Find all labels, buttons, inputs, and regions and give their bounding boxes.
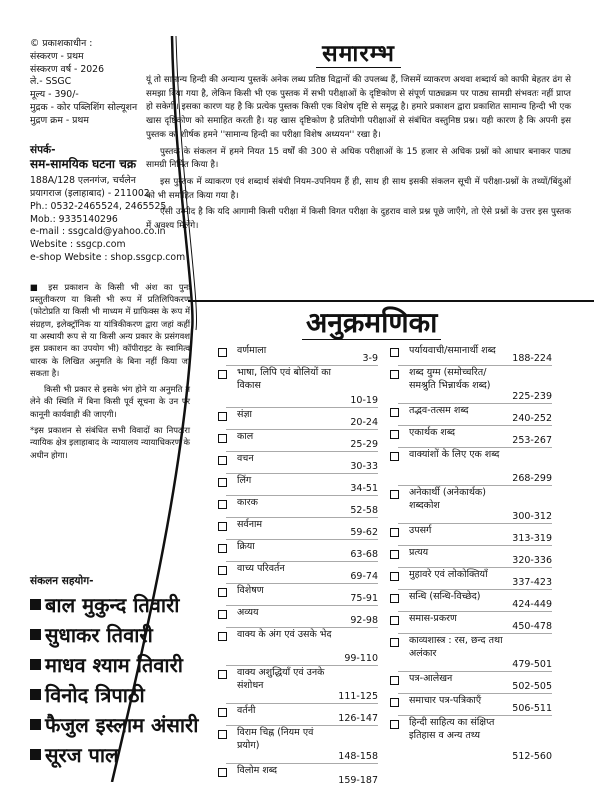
toc-entry[interactable] xyxy=(218,563,378,585)
toc-entry-label: प्रत्यय xyxy=(409,547,508,560)
toc-separator xyxy=(398,425,552,426)
toc-entry-pages: 111-125 xyxy=(334,691,378,706)
toc-entry-pages: 506-511 xyxy=(508,703,552,718)
credit-name: माधव श्याम तिवारी xyxy=(30,650,198,680)
toc-separator xyxy=(398,365,552,366)
toc-separator xyxy=(226,763,378,764)
contact-line: Mob.: 9335140296 xyxy=(30,214,190,227)
toc-entry[interactable] xyxy=(390,569,552,591)
checkbox-icon xyxy=(218,370,227,379)
toc-entry-label: सन्धि (सन्धि-विच्छेद) xyxy=(409,591,508,604)
toc-entry-pages: 313-319 xyxy=(508,533,552,548)
toc-entry-pages: 240-252 xyxy=(508,413,552,428)
toc-separator xyxy=(226,451,378,452)
foreword-paragraph: यूं तो सामान्य हिन्दी की अन्यान्य पुस्तकें अनेक लब्ध प्रतिष्ठ विद्वानों की उपलब्ध हैं, जिसमें व्याकरण अथवा शब्दार्थ को काफी बेहतर ढंग से समझा दिया गया है, लेकिन किसी भी एक पुस्तक में सभी परीक्षाओं के दृष्टिकोण से संपूर्ण पाठ्यक्रम पर पाठ्य सामग्री संभवतः नहीं प्राप्त हो सकेगी। इसका कारण यह है कि प्रत्येक पुस्तक किसी एक विशेष दृष्टि से समृद्ध है। हमारे प्रकाशन द्वारा प्रकाशित सामान्य हिन्दी भी एक खास दृष्टिकोण को समाहित करती है। यह खास दृष्टिकोण है प्रतियोगी परीक्षाओं से संबंधित वस्तुनिष्ठ प्रश्न। यही कारण है कि अपनी इस पुस्तक का शीर्षक हमने ''सामान्य हिन्दी का परीक्षा विशेष अध्ययन'' रखा है। xyxy=(146,74,571,143)
checkbox-icon xyxy=(390,720,399,729)
toc-entry[interactable] xyxy=(218,667,378,705)
checkbox-icon xyxy=(390,638,399,647)
foreword-section xyxy=(146,36,571,237)
toc-entry[interactable] xyxy=(218,367,378,409)
checkbox-icon xyxy=(390,676,399,685)
checkbox-icon xyxy=(218,610,227,619)
toc-entry-pages: 3-9 xyxy=(358,353,378,368)
checkbox-icon xyxy=(218,348,227,357)
toc-entry-pages: 69-74 xyxy=(346,571,378,586)
foreword-paragraph: पुस्तक के संकलन में हमने नियत 15 वर्षों की 300 से अधिक परीक्षाओं के 15 हजार से अधिक प्रश्नों को आधार बनाकर पाठ्य सामग्री निर्मित किया है। xyxy=(146,146,571,173)
notice-paragraph: किसी भी प्रकार से इसके भंग होने या अनुमति न लेने की स्थिति में बिना किसी पूर्व सूचना के उन पर कानूनी कार्यवाही की जाएगी। xyxy=(30,383,190,420)
contact-org: सम-सामयिक घटना चक्र xyxy=(30,158,190,171)
contact-line: Ph.: 0532-2465524, 2465525 xyxy=(30,201,190,214)
toc-entry[interactable] xyxy=(218,541,378,563)
checkbox-icon xyxy=(390,348,399,357)
square-bullet-icon xyxy=(30,599,41,610)
toc-entry-pages: 99-110 xyxy=(340,653,378,668)
toc-entry[interactable] xyxy=(218,629,378,667)
checkbox-icon xyxy=(390,550,399,559)
toc-separator xyxy=(398,715,552,716)
toc-separator xyxy=(226,665,378,666)
toc-entry-label: सर्वनाम xyxy=(237,519,346,532)
square-bullet-icon xyxy=(30,629,41,640)
checkbox-icon xyxy=(218,500,227,509)
foreword-paragraph: ऐसी उम्मीद है कि यदि आगामी किसी परीक्षा में किसी विगत परीक्षा के दुहराव वाले प्रश्न पूछे जाएँगे, तो ऐसे प्रश्नों के उत्तर इस पुस्तक में अवश्य मिलेंगे। xyxy=(146,206,571,233)
toc-separator xyxy=(398,671,552,672)
toc-separator xyxy=(398,403,552,404)
toc-entry[interactable] xyxy=(218,519,378,541)
toc-separator xyxy=(398,693,552,694)
pub-line: © प्रकाशकाधीन : xyxy=(30,38,190,51)
checkbox-icon xyxy=(218,768,227,777)
toc-separator xyxy=(226,429,378,430)
copyright-notice xyxy=(30,281,190,461)
pub-line: मुद्रक - कोर पब्लिशिंग सोल्यूशन xyxy=(30,102,190,115)
toc-entry-pages: 75-91 xyxy=(346,593,378,608)
toc-separator xyxy=(226,473,378,474)
toc-entry[interactable] xyxy=(390,635,552,673)
toc-entry-label: क्रिया xyxy=(237,541,346,554)
toc-entry-pages: 188-224 xyxy=(508,353,552,368)
credit-name: फैजुल इस्लाम अंसारी xyxy=(30,710,198,740)
toc-entry[interactable] xyxy=(390,717,552,765)
toc-entry[interactable] xyxy=(218,585,378,607)
toc-separator xyxy=(226,605,378,606)
toc-entry[interactable] xyxy=(218,705,378,727)
toc-separator xyxy=(398,485,552,486)
toc-entry[interactable] xyxy=(390,695,552,717)
credit-name: विनोद त्रिपाठी xyxy=(30,680,198,710)
section-divider xyxy=(188,300,594,302)
toc-entry-pages: 268-299 xyxy=(508,473,552,488)
square-bullet-icon xyxy=(30,659,41,670)
toc-entry-pages: 424-449 xyxy=(508,599,552,614)
pub-line: संस्करण वर्ष - 2026 xyxy=(30,64,190,77)
checkbox-icon xyxy=(218,412,227,421)
checkbox-icon xyxy=(390,490,399,499)
toc-separator xyxy=(226,539,378,540)
checkbox-icon xyxy=(218,456,227,465)
contact-title: संपर्क- xyxy=(30,144,190,157)
toc-entry-pages: 148-158 xyxy=(334,751,378,766)
square-bullet-icon xyxy=(30,749,41,760)
credit-name: सूरज पाल xyxy=(30,740,198,770)
checkbox-icon xyxy=(218,478,227,487)
toc-separator xyxy=(398,633,552,634)
toc-entry[interactable] xyxy=(390,367,552,405)
checkbox-icon xyxy=(218,708,227,717)
contact-email[interactable]: e-mail : ssgcald@yahoo.co.in xyxy=(30,226,190,239)
toc-entry-pages: 63-68 xyxy=(346,549,378,564)
toc-entry[interactable] xyxy=(218,431,378,453)
toc-entry[interactable] xyxy=(390,405,552,427)
checkbox-icon xyxy=(218,632,227,641)
toc-entry[interactable] xyxy=(390,547,552,569)
foreword-title: समारम्भ xyxy=(146,36,571,68)
toc-entry-label: अव्यय xyxy=(237,607,346,620)
toc-separator xyxy=(226,407,378,408)
checkbox-icon xyxy=(218,588,227,597)
toc-entry[interactable] xyxy=(390,673,552,695)
checkbox-icon xyxy=(390,572,399,581)
toc-entry-label: समाचार पत्र-पत्रिकाएँ xyxy=(409,695,508,708)
toc-entry-label: वचन xyxy=(237,453,346,466)
toc-entry-label: समास-प्रकरण xyxy=(409,613,508,626)
toc-entry-label: अनेकार्थी (अनेकार्थक) शब्दकोश xyxy=(409,487,508,512)
toc-entry[interactable] xyxy=(390,525,552,547)
toc-entry-pages: 253-267 xyxy=(508,435,552,450)
square-bullet-icon xyxy=(30,689,41,700)
toc-entry-pages: 450-478 xyxy=(508,621,552,636)
checkbox-icon xyxy=(390,616,399,625)
toc-separator xyxy=(398,447,552,448)
notice-paragraph: *इस प्रकाशन से संबंधित सभी विवादों का निपटारा न्यायिक क्षेत्र इलाहाबाद के न्यायालय न्यायाधिकरण के अधीन होगा। xyxy=(30,424,190,461)
toc-separator xyxy=(398,611,552,612)
toc-separator xyxy=(226,495,378,496)
toc-entry[interactable] xyxy=(218,475,378,497)
toc-entry-pages: 159-187 xyxy=(334,775,378,789)
toc-entry-label: वाक्यांशों के लिए एक शब्द xyxy=(409,449,508,462)
toc-entry-label: लिंग xyxy=(237,475,346,488)
checkbox-icon xyxy=(390,594,399,603)
checkbox-icon xyxy=(218,566,227,575)
toc-entry-label: वर्तनी xyxy=(237,705,334,718)
toc-entry-label: कारक xyxy=(237,497,346,510)
toc-entry[interactable] xyxy=(390,345,552,367)
toc-entry-pages: 52-58 xyxy=(346,505,378,520)
toc-entry-label: काव्यशास्त्र : रस, छन्द तथा अलंकार xyxy=(409,635,508,660)
notice-paragraph: ■ इस प्रकाशन के किसी भी अंश का पुनः प्रस्तुतीकरण या किसी भी रूप में प्रतिलिपिकरण (फोटोप्रति या किसी भी माध्यम में ग्राफिक्स के रूप में संग्रहण, इलेक्ट्रॉनिक या यांत्रिकीकरण द्वारा जहां कहीं या अस्थायी रूप से या किसी अन्य प्रकार के प्रसंगवश इस प्रकाशन का उपयोग भी) कॉपीराइट के स्वामित्व धारक के लिखित अनुमति के बिना नहीं किया जा सकता है। xyxy=(30,281,190,379)
toc-entry[interactable] xyxy=(218,607,378,629)
checkbox-icon xyxy=(390,370,399,379)
checkbox-icon xyxy=(390,698,399,707)
toc-entry-label: तद्भव-तत्सम शब्द xyxy=(409,405,508,418)
toc-entry-label: मुहावरे एवं लोकोक्तियाँ xyxy=(409,569,508,582)
toc-entry-pages: 126-147 xyxy=(334,713,378,728)
toc-entry-pages: 479-501 xyxy=(508,659,552,674)
toc-entry-label: वाच्य परिवर्तन xyxy=(237,563,346,576)
toc-entry-pages: 10-19 xyxy=(346,395,378,410)
toc-entry-label: वाक्य अशुद्धियाँ एवं उनके संशोधन xyxy=(237,667,334,692)
toc-entry-pages: 502-505 xyxy=(508,681,552,696)
toc-entry-label: विलोम शब्द xyxy=(237,765,334,778)
toc-entry[interactable] xyxy=(218,765,378,789)
toc-entry[interactable] xyxy=(218,345,378,367)
foreword-paragraph: इस पुस्तक में व्याकरण एवं शब्दार्थ संबंधी नियम-उपनियम हैं ही, साथ ही साथ इसकी संकलन सूची में परीक्षा-प्रश्नों के तथ्यों/बिंदुओं को भी समाहित किया गया है। xyxy=(146,176,571,203)
toc-entry[interactable] xyxy=(390,449,552,487)
toc-separator xyxy=(226,561,378,562)
toc-entry-pages: 92-98 xyxy=(346,615,378,630)
checkbox-icon xyxy=(390,408,399,417)
checkbox-icon xyxy=(390,430,399,439)
toc-entry-pages: 59-62 xyxy=(346,527,378,542)
pub-line: मूल्य - 390/- xyxy=(30,89,190,102)
toc-entry-pages: 320-336 xyxy=(508,555,552,570)
toc-separator xyxy=(226,583,378,584)
toc-entry[interactable] xyxy=(390,427,552,449)
contact-line: 188A/128 एलनगंज, चर्चलेन xyxy=(30,175,190,188)
toc-entry-pages: 300-312 xyxy=(508,511,552,526)
checkbox-icon xyxy=(218,670,227,679)
checkbox-icon xyxy=(218,730,227,739)
toc-entry-label: काल xyxy=(237,431,346,444)
credits-title: संकलन सहयोग- xyxy=(30,574,198,588)
toc-entry-label: एकार्थक शब्द xyxy=(409,427,508,440)
toc-entry-label: उपसर्ग xyxy=(409,525,508,538)
toc-separator xyxy=(226,517,378,518)
toc-entry[interactable] xyxy=(218,453,378,475)
toc-entry-pages: 30-33 xyxy=(346,461,378,476)
contact-line: प्रयागराज (इलाहाबाद) - 211002 xyxy=(30,188,190,201)
toc-entry[interactable] xyxy=(390,487,552,525)
pub-line: संस्करण - प्रथम xyxy=(30,51,190,64)
toc-separator xyxy=(226,627,378,628)
toc-separator xyxy=(226,365,378,366)
checkbox-icon xyxy=(218,434,227,443)
toc-entry[interactable] xyxy=(218,727,378,765)
toc-entry-label: भाषा, लिपि एवं बोलियों का विकास xyxy=(237,367,346,392)
toc-separator xyxy=(398,567,552,568)
contact-eshop[interactable]: e-shop Website : shop.ssgcp.com xyxy=(30,252,190,265)
foreword-body xyxy=(146,74,571,234)
checkbox-icon xyxy=(218,522,227,531)
credit-name: सुधाकर तिवारी xyxy=(30,620,198,650)
toc-separator xyxy=(398,589,552,590)
toc-entry[interactable] xyxy=(390,591,552,613)
toc-separator xyxy=(398,523,552,524)
toc-entry-label: संज्ञा xyxy=(237,409,346,422)
toc-separator xyxy=(226,703,378,704)
toc-entry[interactable] xyxy=(218,409,378,431)
toc-separator xyxy=(398,545,552,546)
toc-entry-label: विराम चिह्न (नियम एवं प्रयोग) xyxy=(237,727,334,752)
toc-entry[interactable] xyxy=(218,497,378,519)
toc-entry-label: वर्णमाला xyxy=(237,345,358,358)
checkbox-icon xyxy=(218,544,227,553)
toc-entry-pages: 225-239 xyxy=(508,391,552,406)
toc-entry-label: पत्र-आलेखन xyxy=(409,673,508,686)
toc-entry-pages: 512-560 xyxy=(508,751,552,766)
toc-entry-pages: 20-24 xyxy=(346,417,378,432)
pub-line: मुद्रण क्रम - प्रथम xyxy=(30,115,190,128)
toc-entry-label: वाक्य के अंग एवं उसके भेद xyxy=(237,629,340,642)
toc-entry-label: शब्द युग्म (समोच्चरित/समश्रुति भिन्नार्थक शब्द) xyxy=(409,367,508,392)
toc-entry-label: विशेषण xyxy=(237,585,346,598)
toc-entry-label: हिन्दी साहित्य का संक्षिप्त इतिहास व अन्य तथ्य xyxy=(409,717,508,742)
toc-entry-pages: 25-29 xyxy=(346,439,378,454)
toc-entry-pages: 34-51 xyxy=(346,483,378,498)
contact-website[interactable]: Website : ssgcp.com xyxy=(30,239,190,252)
checkbox-icon xyxy=(390,528,399,537)
toc-entry[interactable] xyxy=(390,613,552,635)
checkbox-icon xyxy=(390,452,399,461)
toc-entry-label: पर्यायवाची/समानार्थी शब्द xyxy=(409,345,508,358)
credits-block xyxy=(30,574,198,770)
credit-name: बाल मुकुन्द तिवारी xyxy=(30,590,198,620)
toc-entry-pages: 337-423 xyxy=(508,577,552,592)
square-bullet-icon xyxy=(30,719,41,730)
toc-title: अनुक्रमणिका xyxy=(302,303,441,341)
toc-separator xyxy=(226,725,378,726)
pub-line: ले.- SSGC xyxy=(30,76,190,89)
